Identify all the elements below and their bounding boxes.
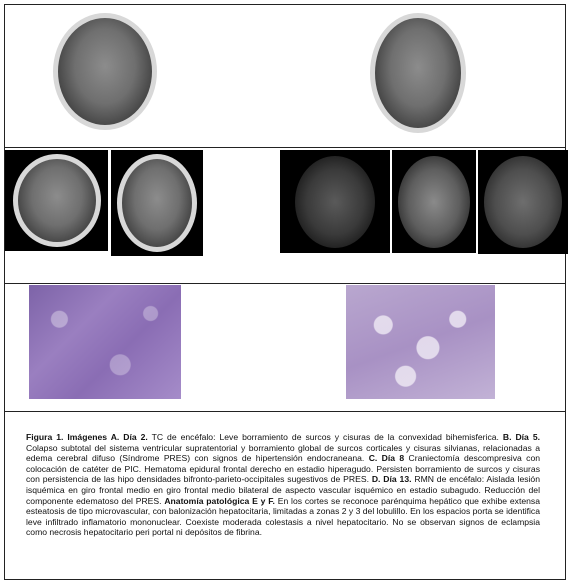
caption-label-b: B. Día 5.	[502, 432, 540, 442]
mri-image-d-flair	[478, 150, 568, 254]
histology-image-f	[346, 285, 495, 399]
caption-label-a: Figura 1. Imágenes A. Día 2.	[26, 432, 148, 442]
ct-image-a-left	[51, 11, 159, 132]
mri-image-d-dwi	[280, 150, 390, 253]
caption-label-d: D. Día 13.	[371, 474, 412, 485]
histology-image-e	[29, 285, 181, 399]
figure-caption	[26, 432, 540, 538]
caption-text-d: RMN de encéfalo: Aislada lesión isquémica en giro frontal medio en giro frontal medio bilateral de aspecto vascular isquémico en estadio subagudo. Reducción del componente edematoso del PRES.	[26, 474, 540, 506]
row-divider	[5, 147, 565, 148]
mri-image-d-adc	[392, 150, 476, 253]
caption-text-a: TC de encéfalo: Leve borramiento de surcos y cisuras de la convexidad bihemisferica.	[147, 432, 503, 442]
caption-text-c: Craniectomía descompresiva con colocación de catéter de PIC. Hematoma epidural frontal derecho en estadio hiperagudo. Persisten borramiento de surcos y cisuras con persistencia de las hipo densidades bifronto-parieto-occipitales sugestivos de PRES.	[26, 453, 541, 485]
caption-text-ef: En los cortes se reconoce parénquima hepático que exhibe extensa esteatosis de tipo microvascular, con balonización hepatocitaria, limitadas a zonas 2 y 3 del lobulillo. En los espacios porta se identifica leve infiltrado inflamatorio mononuclear. Coexiste moderada colestasis a nivel hepatocitario. No se observan signos de eclampsia como necrosis hepatocitario peri portal ni depósitos de fibrina.	[26, 495, 541, 538]
row-divider	[5, 283, 565, 284]
ct-image-a-right	[368, 11, 468, 135]
ct-image-c	[111, 150, 203, 256]
row-divider	[5, 411, 565, 412]
caption-label-c: C. Día 8	[368, 453, 405, 464]
caption-text-b: Colapso subtotal del sistema ventricular supratentorial y borramiento global de surcos corticales y cisuras silvianas, relacionadas a edema cerebral difuso (Síndrome PRES) con signos de hipertensión endocraneana.	[26, 442, 540, 464]
caption-label-ef: Anatomía patológica E y F.	[164, 495, 275, 506]
ct-image-b	[5, 150, 108, 251]
